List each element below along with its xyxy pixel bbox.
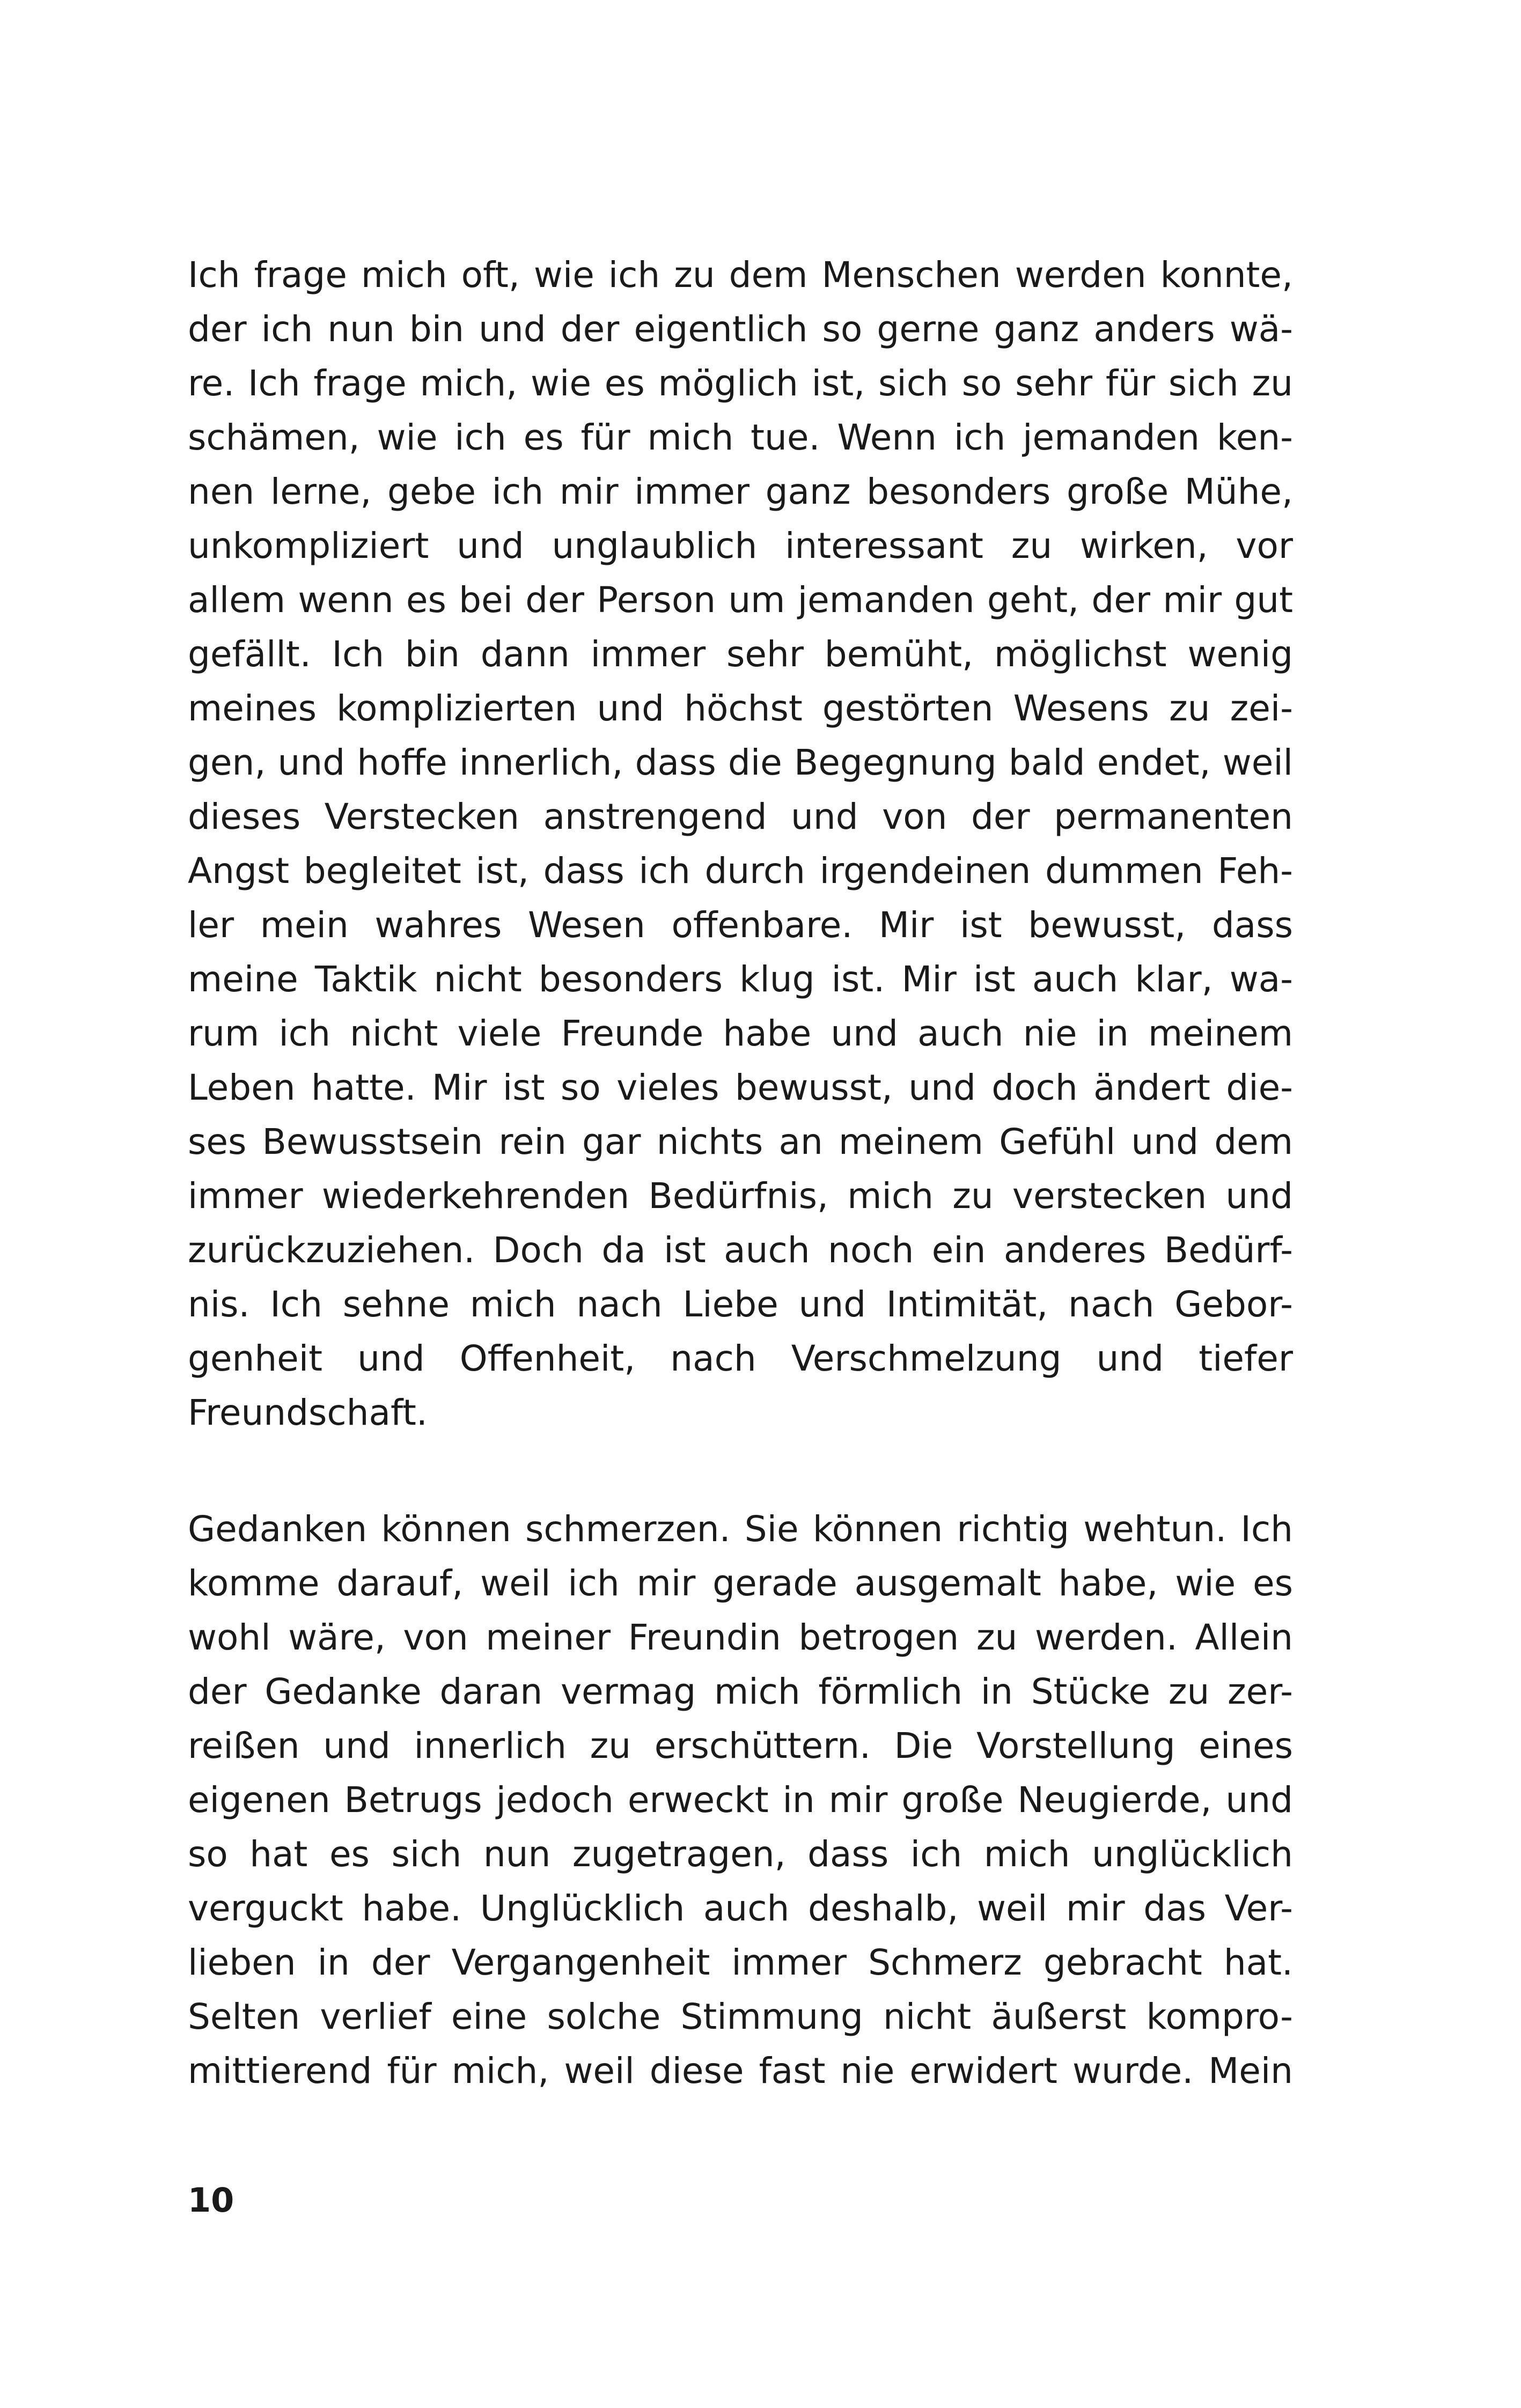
text-line: zurückzuziehen. Doch da ist auch noch ein anderes Bedürf- xyxy=(188,1229,1293,1271)
text-line: Selten verlief eine solche Stimmung nicht äußerst kompro- xyxy=(188,1996,1293,2037)
text-line: schämen, wie ich es für mich tue. Wenn ich jemanden ken- xyxy=(188,417,1293,458)
text-line: rum ich nicht viele Freunde habe und auch nie in meinem xyxy=(188,1013,1293,1054)
text-line: Leben hatte. Mir ist so vieles bewusst, und doch ändert die- xyxy=(188,1067,1293,1108)
text-line: immer wiederkehrenden Bedürfnis, mich zu verstecken und xyxy=(188,1175,1293,1217)
text-line: allem wenn es bei der Person um jemanden geht, der mir gut xyxy=(188,579,1293,621)
text-line: eigenen Betrugs jedoch erweckt in mir große Neugierde, und xyxy=(188,1779,1293,1821)
text-line: lieben in der Vergangenheit immer Schmerz gebracht hat. xyxy=(188,1942,1293,1983)
text-line: reißen und innerlich zu erschüttern. Die Vorstellung eines xyxy=(188,1725,1293,1766)
text-line: nis. Ich sehne mich nach Liebe und Intimität, nach Gebor- xyxy=(188,1284,1293,1325)
text-line: meine Taktik nicht besonders klug ist. Mir ist auch klar, wa- xyxy=(188,959,1293,1000)
text-line: gen, und hoffe innerlich, dass die Begegnung bald endet, weil xyxy=(188,742,1293,783)
text-line: der Gedanke daran vermag mich förmlich in Stücke zu zer- xyxy=(188,1671,1293,1712)
text-line: dieses Verstecken anstrengend und von der permanenten xyxy=(188,796,1293,837)
text-line: Freundschaft. xyxy=(188,1392,428,1433)
text-line: verguckt habe. Unglücklich auch deshalb, weil mir das Ver- xyxy=(188,1888,1293,1929)
text-line: Ich frage mich oft, wie ich zu dem Menschen werden konnte, xyxy=(188,254,1293,296)
text-line: Gedanken können schmerzen. Sie können richtig wehtun. Ich xyxy=(188,1508,1293,1550)
text-line: gefällt. Ich bin dann immer sehr bemüht, möglichst wenig xyxy=(188,634,1293,675)
text-line: ses Bewusstsein rein gar nichts an meinem Gefühl und dem xyxy=(188,1121,1293,1162)
text-line: unkompliziert und unglaublich interessant zu wirken, vor xyxy=(188,525,1293,566)
text-line: genheit und Offenheit, nach Verschmelzung und tiefer xyxy=(188,1338,1293,1379)
text-line: Angst begleitet ist, dass ich durch irgendeinen dummen Feh- xyxy=(188,850,1293,892)
paragraph-1 xyxy=(188,248,1293,1440)
text-line: meines komplizierten und höchst gestörten Wesens zu zei- xyxy=(188,688,1293,729)
text-line: wohl wäre, von meiner Freundin betrogen zu werden. Allein xyxy=(188,1617,1293,1658)
text-line: re. Ich frage mich, wie es möglich ist, sich so sehr für sich zu xyxy=(188,363,1293,404)
text-line: komme darauf, weil ich mir gerade ausgemalt habe, wie es xyxy=(188,1563,1293,1604)
text-line: mittierend für mich, weil diese fast nie erwidert wurde. Mein xyxy=(188,2050,1293,2092)
text-line: ler mein wahres Wesen offenbare. Mir ist bewusst, dass xyxy=(188,904,1293,946)
page-number: 10 xyxy=(188,2181,234,2220)
paragraph-2 xyxy=(188,1502,1293,2098)
text-line: nen lerne, gebe ich mir immer ganz besonders große Mühe, xyxy=(188,471,1293,512)
text-line: der ich nun bin und der eigentlich so gerne ganz anders wä- xyxy=(188,308,1293,350)
text-line: so hat es sich nun zugetragen, dass ich mich unglücklich xyxy=(188,1833,1293,1875)
